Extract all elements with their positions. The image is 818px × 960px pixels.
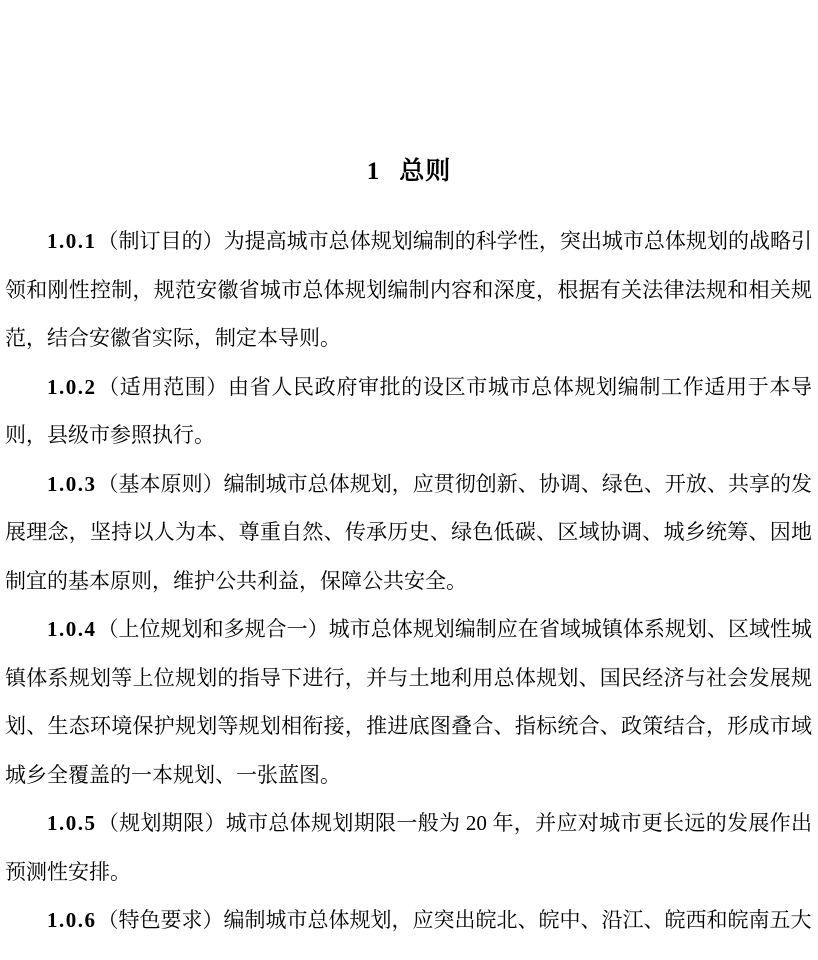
section-title-label: 总则 bbox=[399, 158, 452, 185]
clause-paragraph bbox=[5, 217, 812, 363]
clause-number: 1.0.6 bbox=[47, 908, 97, 932]
clause-text: （上位规划和多规合一）城市总体规划编制应在省域城镇体系规划、区域性城镇体系规划等上位规划的指导下进行，并与土地利用总体规划、国民经济与社会发展规划、生态环境保护规划等规划相衔接，推进底图叠合、指标统合、政策结合，形成市域城乡全覆盖的一本规划、一张蓝图。 bbox=[5, 617, 812, 787]
clause-text: （制订目的）为提高城市总体规划编制的科学性，突出城市总体规划的战略引领和刚性控制，规范安徽省城市总体规划编制内容和深度，根据有关法律法规和相关规范，结合安徽省实际，制定本导则。 bbox=[5, 229, 812, 350]
clause-number: 1.0.1 bbox=[47, 229, 97, 253]
clause-number: 1.0.4 bbox=[47, 617, 97, 641]
clause-text: （规划期限）城市总体规划期限一般为 20 年，并应对城市更长远的发展作出预测性安排。 bbox=[5, 811, 812, 884]
clause-number: 1.0.3 bbox=[47, 471, 97, 496]
clause-paragraph bbox=[5, 896, 812, 945]
section-title bbox=[0, 0, 818, 187]
document-body bbox=[0, 217, 818, 945]
clause-text: （特色要求）编制城市总体规划，应突出皖北、皖中、沿江、皖西和皖南五大 bbox=[97, 908, 812, 932]
clause-number: 1.0.5 bbox=[47, 811, 97, 835]
clause-paragraph bbox=[5, 460, 812, 606]
clause-number: 1.0.2 bbox=[47, 374, 97, 399]
clause-paragraph bbox=[5, 799, 812, 896]
clause-paragraph bbox=[5, 605, 812, 799]
section-title-number: 1 bbox=[366, 158, 381, 185]
clause-text: （基本原则）编制城市总体规划，应贯彻创新、协调、绿色、开放、共享的发展理念，坚持以人为本、尊重自然、传承历史、绿色低碳、区域协调、城乡统筹、因地制宜的基本原则，维护公共利益，保障公共安全。 bbox=[5, 471, 812, 593]
clause-paragraph bbox=[5, 363, 812, 460]
clause-text: （适用范围）由省人民政府审批的设区市城市总体规划编制工作适用于本导则，县级市参照执行。 bbox=[5, 374, 812, 447]
